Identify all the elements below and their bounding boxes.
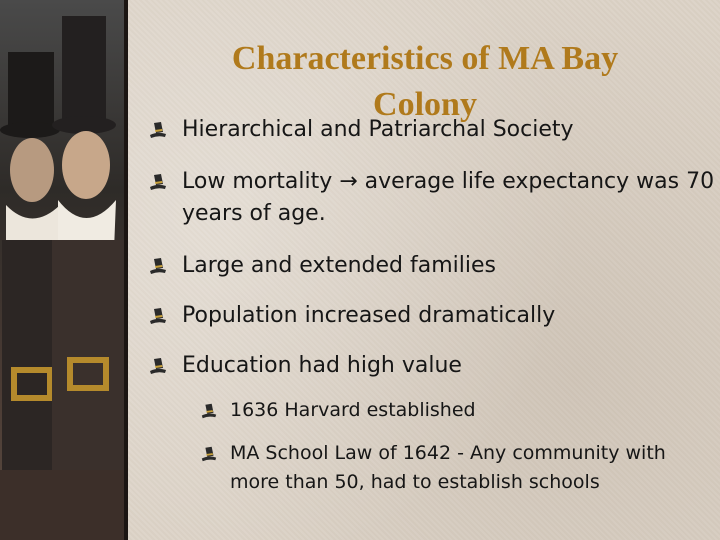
bullet-text: Hierarchical and Patriarchal Society <box>182 117 574 142</box>
pilgrim-hat-icon <box>200 402 218 420</box>
bullet-population <box>148 300 718 332</box>
sub-bullet-text: 1636 Harvard established <box>230 399 476 421</box>
bullet-text-start: Low mortality <box>182 169 340 194</box>
bullet-text-end: average life expectancy was 70 years of age. <box>182 169 715 226</box>
bullet-hierarchical-society <box>148 114 718 146</box>
pilgrim-hat-icon <box>148 306 168 326</box>
bullet-text: Education had high value <box>182 353 462 378</box>
pilgrim-hat-icon <box>148 120 168 140</box>
pilgrim-hat-icon <box>200 445 218 463</box>
pilgrims-image <box>0 0 128 540</box>
bullet-education <box>148 350 718 382</box>
sub-bullet-text: MA School Law of 1642 - Any community with more than 50, had to establish schools <box>230 442 666 493</box>
pilgrims-illustration <box>0 0 128 540</box>
pilgrim-hat-icon <box>148 356 168 376</box>
pilgrim-hat-icon <box>148 256 168 276</box>
bullet-text: Large and extended families <box>182 253 496 278</box>
arrow-right-icon: → <box>339 169 358 194</box>
slide-title: Characteristics of MA Bay Colony <box>231 40 619 123</box>
pilgrim-hat-icon <box>148 172 168 192</box>
sub-bullet-school-law <box>200 439 700 497</box>
bullet-text <box>182 166 718 230</box>
bullet-large-families <box>148 250 718 282</box>
bullet-text: Population increased dramatically <box>182 303 556 328</box>
sub-bullet-harvard <box>200 396 700 425</box>
bullet-low-mortality <box>148 166 718 230</box>
